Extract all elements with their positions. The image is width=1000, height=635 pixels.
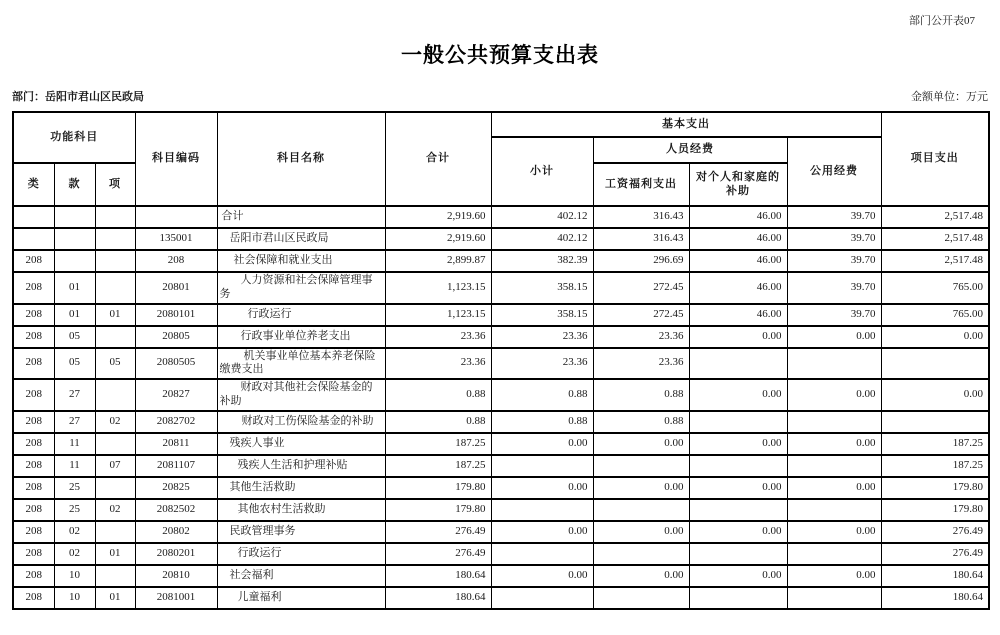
- basic-subtotal-cell: [491, 499, 593, 521]
- wage-welfare-cell: [593, 543, 689, 565]
- wage-welfare-cell: 316.43: [593, 206, 689, 228]
- subject-code-cell: 20802: [135, 521, 217, 543]
- subject-code-cell: 2081001: [135, 587, 217, 609]
- subject-code-cell: 2080505: [135, 348, 217, 380]
- project-expense-cell: 180.64: [881, 565, 989, 587]
- family-subsidy-cell: 0.00: [689, 521, 787, 543]
- wage-welfare-cell: [593, 499, 689, 521]
- department-label: 部门：岳阳市君山区民政局: [12, 91, 144, 103]
- func-section-cell: [54, 250, 95, 272]
- wage-welfare-cell: 272.45: [593, 304, 689, 326]
- func-section-cell: 01: [54, 304, 95, 326]
- project-expense-cell: 765.00: [881, 272, 989, 304]
- func-section-cell: 25: [54, 477, 95, 499]
- public-funds-cell: [787, 411, 881, 433]
- project-expense-cell: 2,517.48: [881, 228, 989, 250]
- wage-welfare-cell: 23.36: [593, 348, 689, 380]
- func-item-cell: 05: [95, 348, 135, 380]
- func-section-cell: 05: [54, 326, 95, 348]
- project-expense-cell: 179.80: [881, 499, 989, 521]
- subject-name-cell: 社会保障和就业支出: [217, 250, 385, 272]
- basic-subtotal-cell: 358.15: [491, 304, 593, 326]
- func-item-cell: 02: [95, 411, 135, 433]
- public-funds-cell: 39.70: [787, 304, 881, 326]
- func-class-cell: 208: [13, 543, 54, 565]
- total-cell: 2,919.60: [385, 228, 491, 250]
- wage-welfare-cell: 0.88: [593, 379, 689, 411]
- header-project-expenditure: 项目支出: [881, 112, 989, 206]
- subject-code-cell: 20825: [135, 477, 217, 499]
- public-funds-cell: 0.00: [787, 433, 881, 455]
- table-row: [13, 272, 989, 304]
- header-func-section: 款: [54, 163, 95, 206]
- func-section-cell: 11: [54, 433, 95, 455]
- func-item-cell: 01: [95, 304, 135, 326]
- basic-subtotal-cell: [491, 587, 593, 609]
- table-row: [13, 348, 989, 380]
- table-row: [13, 304, 989, 326]
- public-funds-cell: [787, 587, 881, 609]
- table-row: [13, 587, 989, 609]
- basic-subtotal-cell: 23.36: [491, 326, 593, 348]
- public-funds-cell: 0.00: [787, 521, 881, 543]
- public-funds-cell: 39.70: [787, 272, 881, 304]
- wage-welfare-cell: 316.43: [593, 228, 689, 250]
- func-section-cell: 11: [54, 455, 95, 477]
- project-expense-cell: 0.00: [881, 326, 989, 348]
- total-cell: 179.80: [385, 477, 491, 499]
- total-cell: 187.25: [385, 455, 491, 477]
- func-class-cell: 208: [13, 477, 54, 499]
- public-funds-cell: 39.70: [787, 206, 881, 228]
- subject-code-cell: 135001: [135, 228, 217, 250]
- subject-name-cell: 其他生活救助: [217, 477, 385, 499]
- budget-table: [12, 111, 990, 610]
- func-section-cell: 10: [54, 587, 95, 609]
- func-item-cell: [95, 228, 135, 250]
- func-class-cell: 208: [13, 326, 54, 348]
- table-row: [13, 521, 989, 543]
- header-basic-expenditure: 基本支出: [491, 112, 881, 137]
- subject-name-cell: 机关事业单位基本养老保险缴费支出: [217, 348, 385, 380]
- func-class-cell: 208: [13, 250, 54, 272]
- subject-name-cell: 社会福利: [217, 565, 385, 587]
- table-row: [13, 499, 989, 521]
- header-subject-code: 科目编码: [135, 112, 217, 206]
- family-subsidy-cell: [689, 499, 787, 521]
- family-subsidy-cell: 46.00: [689, 304, 787, 326]
- subject-code-cell: 20805: [135, 326, 217, 348]
- project-expense-cell: [881, 411, 989, 433]
- func-class-cell: 208: [13, 379, 54, 411]
- header-func-class: 类: [13, 163, 54, 206]
- func-item-cell: 01: [95, 543, 135, 565]
- func-item-cell: [95, 206, 135, 228]
- family-subsidy-cell: 46.00: [689, 228, 787, 250]
- subject-code-cell: [135, 206, 217, 228]
- wage-welfare-cell: 0.00: [593, 433, 689, 455]
- subject-code-cell: 20827: [135, 379, 217, 411]
- project-expense-cell: 2,517.48: [881, 250, 989, 272]
- public-funds-cell: [787, 455, 881, 477]
- total-cell: 1,123.15: [385, 272, 491, 304]
- basic-subtotal-cell: 0.88: [491, 411, 593, 433]
- public-funds-cell: 0.00: [787, 326, 881, 348]
- header-subject-name: 科目名称: [217, 112, 385, 206]
- project-expense-cell: 179.80: [881, 477, 989, 499]
- subject-name-cell: 行政事业单位养老支出: [217, 326, 385, 348]
- basic-subtotal-cell: 0.00: [491, 521, 593, 543]
- family-subsidy-cell: [689, 455, 787, 477]
- total-cell: 1,123.15: [385, 304, 491, 326]
- func-item-cell: [95, 250, 135, 272]
- total-cell: 179.80: [385, 499, 491, 521]
- header-public-funds: 公用经费: [787, 137, 881, 206]
- family-subsidy-cell: 0.00: [689, 433, 787, 455]
- family-subsidy-cell: 46.00: [689, 206, 787, 228]
- func-section-cell: 02: [54, 543, 95, 565]
- subject-name-cell: 行政运行: [217, 543, 385, 565]
- public-funds-cell: 39.70: [787, 250, 881, 272]
- basic-subtotal-cell: 382.39: [491, 250, 593, 272]
- project-expense-cell: 765.00: [881, 304, 989, 326]
- func-item-cell: [95, 433, 135, 455]
- subject-code-cell: 2082702: [135, 411, 217, 433]
- total-cell: 23.36: [385, 348, 491, 380]
- func-section-cell: 27: [54, 411, 95, 433]
- wage-welfare-cell: 0.88: [593, 411, 689, 433]
- table-row: [13, 228, 989, 250]
- subject-code-cell: 2080101: [135, 304, 217, 326]
- wage-welfare-cell: [593, 587, 689, 609]
- project-expense-cell: 180.64: [881, 587, 989, 609]
- subject-name-cell: 财政对其他社会保险基金的补助: [217, 379, 385, 411]
- basic-subtotal-cell: 402.12: [491, 228, 593, 250]
- subject-name-cell: 残疾人事业: [217, 433, 385, 455]
- func-item-cell: [95, 565, 135, 587]
- basic-subtotal-cell: 0.88: [491, 379, 593, 411]
- header-family-subsidy: 对个人和家庭的补助: [689, 163, 787, 206]
- subject-name-cell: 合计: [217, 206, 385, 228]
- basic-subtotal-cell: 358.15: [491, 272, 593, 304]
- func-class-cell: 208: [13, 499, 54, 521]
- total-cell: 187.25: [385, 433, 491, 455]
- project-expense-cell: 187.25: [881, 433, 989, 455]
- public-funds-cell: 39.70: [787, 228, 881, 250]
- subject-name-cell: 民政管理事务: [217, 521, 385, 543]
- subject-code-cell: 20811: [135, 433, 217, 455]
- subject-name-cell: 人力资源和社会保障管理事务: [217, 272, 385, 304]
- table-row: [13, 326, 989, 348]
- table-row: [13, 543, 989, 565]
- total-cell: 180.64: [385, 587, 491, 609]
- func-class-cell: 208: [13, 565, 54, 587]
- wage-welfare-cell: 0.00: [593, 477, 689, 499]
- public-funds-cell: [787, 499, 881, 521]
- func-section-cell: 05: [54, 348, 95, 380]
- project-expense-cell: [881, 348, 989, 380]
- table-row: [13, 565, 989, 587]
- header-func-item: 项: [95, 163, 135, 206]
- subject-name-cell: 其他农村生活救助: [217, 499, 385, 521]
- project-expense-cell: 187.25: [881, 455, 989, 477]
- table-header: [13, 112, 989, 206]
- table-row: [13, 411, 989, 433]
- header-personnel-funds: 人员经费: [593, 137, 787, 163]
- family-subsidy-cell: 0.00: [689, 565, 787, 587]
- func-class-cell: 208: [13, 411, 54, 433]
- func-class-cell: 208: [13, 272, 54, 304]
- func-item-cell: [95, 477, 135, 499]
- func-section-cell: 27: [54, 379, 95, 411]
- public-funds-cell: 0.00: [787, 565, 881, 587]
- subject-code-cell: 20810: [135, 565, 217, 587]
- basic-subtotal-cell: [491, 543, 593, 565]
- project-expense-cell: 276.49: [881, 521, 989, 543]
- public-funds-cell: 0.00: [787, 477, 881, 499]
- func-class-cell: [13, 228, 54, 250]
- meta-row: [12, 88, 988, 104]
- family-subsidy-cell: 0.00: [689, 379, 787, 411]
- header-wage-welfare: 工资福利支出: [593, 163, 689, 206]
- func-section-cell: 02: [54, 521, 95, 543]
- total-cell: 23.36: [385, 326, 491, 348]
- basic-subtotal-cell: 402.12: [491, 206, 593, 228]
- basic-subtotal-cell: 0.00: [491, 565, 593, 587]
- func-item-cell: [95, 272, 135, 304]
- func-item-cell: [95, 521, 135, 543]
- func-item-cell: [95, 379, 135, 411]
- total-cell: 0.88: [385, 411, 491, 433]
- wage-welfare-cell: [593, 455, 689, 477]
- table-row: [13, 206, 989, 228]
- project-expense-cell: 276.49: [881, 543, 989, 565]
- public-funds-cell: 0.00: [787, 379, 881, 411]
- family-subsidy-cell: [689, 543, 787, 565]
- total-cell: 2,919.60: [385, 206, 491, 228]
- table-row: [13, 433, 989, 455]
- func-class-cell: 208: [13, 521, 54, 543]
- family-subsidy-cell: 0.00: [689, 477, 787, 499]
- family-subsidy-cell: [689, 587, 787, 609]
- table-row: [13, 477, 989, 499]
- table-row: [13, 250, 989, 272]
- public-funds-cell: [787, 543, 881, 565]
- table-row: [13, 455, 989, 477]
- func-section-cell: 01: [54, 272, 95, 304]
- project-expense-cell: 2,517.48: [881, 206, 989, 228]
- func-class-cell: 208: [13, 433, 54, 455]
- page-title: 一般公共预算支出表: [401, 43, 599, 67]
- subject-code-cell: 2081107: [135, 455, 217, 477]
- wage-welfare-cell: 0.00: [593, 521, 689, 543]
- func-item-cell: 02: [95, 499, 135, 521]
- total-cell: 276.49: [385, 543, 491, 565]
- subject-code-cell: 20801: [135, 272, 217, 304]
- basic-subtotal-cell: 0.00: [491, 477, 593, 499]
- subject-code-cell: 2080201: [135, 543, 217, 565]
- func-class-cell: 208: [13, 304, 54, 326]
- family-subsidy-cell: [689, 348, 787, 380]
- func-section-cell: [54, 228, 95, 250]
- basic-subtotal-cell: 0.00: [491, 433, 593, 455]
- family-subsidy-cell: 46.00: [689, 272, 787, 304]
- table-body: [13, 206, 989, 609]
- subject-code-cell: 2082502: [135, 499, 217, 521]
- total-cell: 2,899.87: [385, 250, 491, 272]
- header-subtotal: 小计: [491, 137, 593, 206]
- func-item-cell: 01: [95, 587, 135, 609]
- public-funds-cell: [787, 348, 881, 380]
- total-cell: 0.88: [385, 379, 491, 411]
- header-total: 合计: [385, 112, 491, 206]
- func-section-cell: [54, 206, 95, 228]
- func-item-cell: 07: [95, 455, 135, 477]
- total-cell: 276.49: [385, 521, 491, 543]
- family-subsidy-cell: 46.00: [689, 250, 787, 272]
- func-class-cell: 208: [13, 587, 54, 609]
- func-class-cell: 208: [13, 348, 54, 380]
- subject-code-cell: 208: [135, 250, 217, 272]
- total-cell: 180.64: [385, 565, 491, 587]
- wage-welfare-cell: 296.69: [593, 250, 689, 272]
- func-item-cell: [95, 326, 135, 348]
- func-section-cell: 25: [54, 499, 95, 521]
- subject-name-cell: 行政运行: [217, 304, 385, 326]
- wage-welfare-cell: 272.45: [593, 272, 689, 304]
- func-class-cell: [13, 206, 54, 228]
- func-class-cell: 208: [13, 455, 54, 477]
- subject-name-cell: 财政对工伤保险基金的补助: [217, 411, 385, 433]
- basic-subtotal-cell: [491, 455, 593, 477]
- wage-welfare-cell: 0.00: [593, 565, 689, 587]
- family-subsidy-cell: [689, 411, 787, 433]
- unit-label: 金额单位：万元: [911, 91, 988, 103]
- subject-name-cell: 残疾人生活和护理补贴: [217, 455, 385, 477]
- project-expense-cell: 0.00: [881, 379, 989, 411]
- table-row: [13, 379, 989, 411]
- subject-name-cell: 岳阳市君山区民政局: [217, 228, 385, 250]
- basic-subtotal-cell: 23.36: [491, 348, 593, 380]
- family-subsidy-cell: 0.00: [689, 326, 787, 348]
- subject-name-cell: 儿童福利: [217, 587, 385, 609]
- header-row-1: [13, 112, 989, 137]
- header-functional-subject: 功能科目: [13, 112, 135, 163]
- wage-welfare-cell: 23.36: [593, 326, 689, 348]
- doc-code: 部门公开表07: [909, 15, 975, 27]
- func-section-cell: 10: [54, 565, 95, 587]
